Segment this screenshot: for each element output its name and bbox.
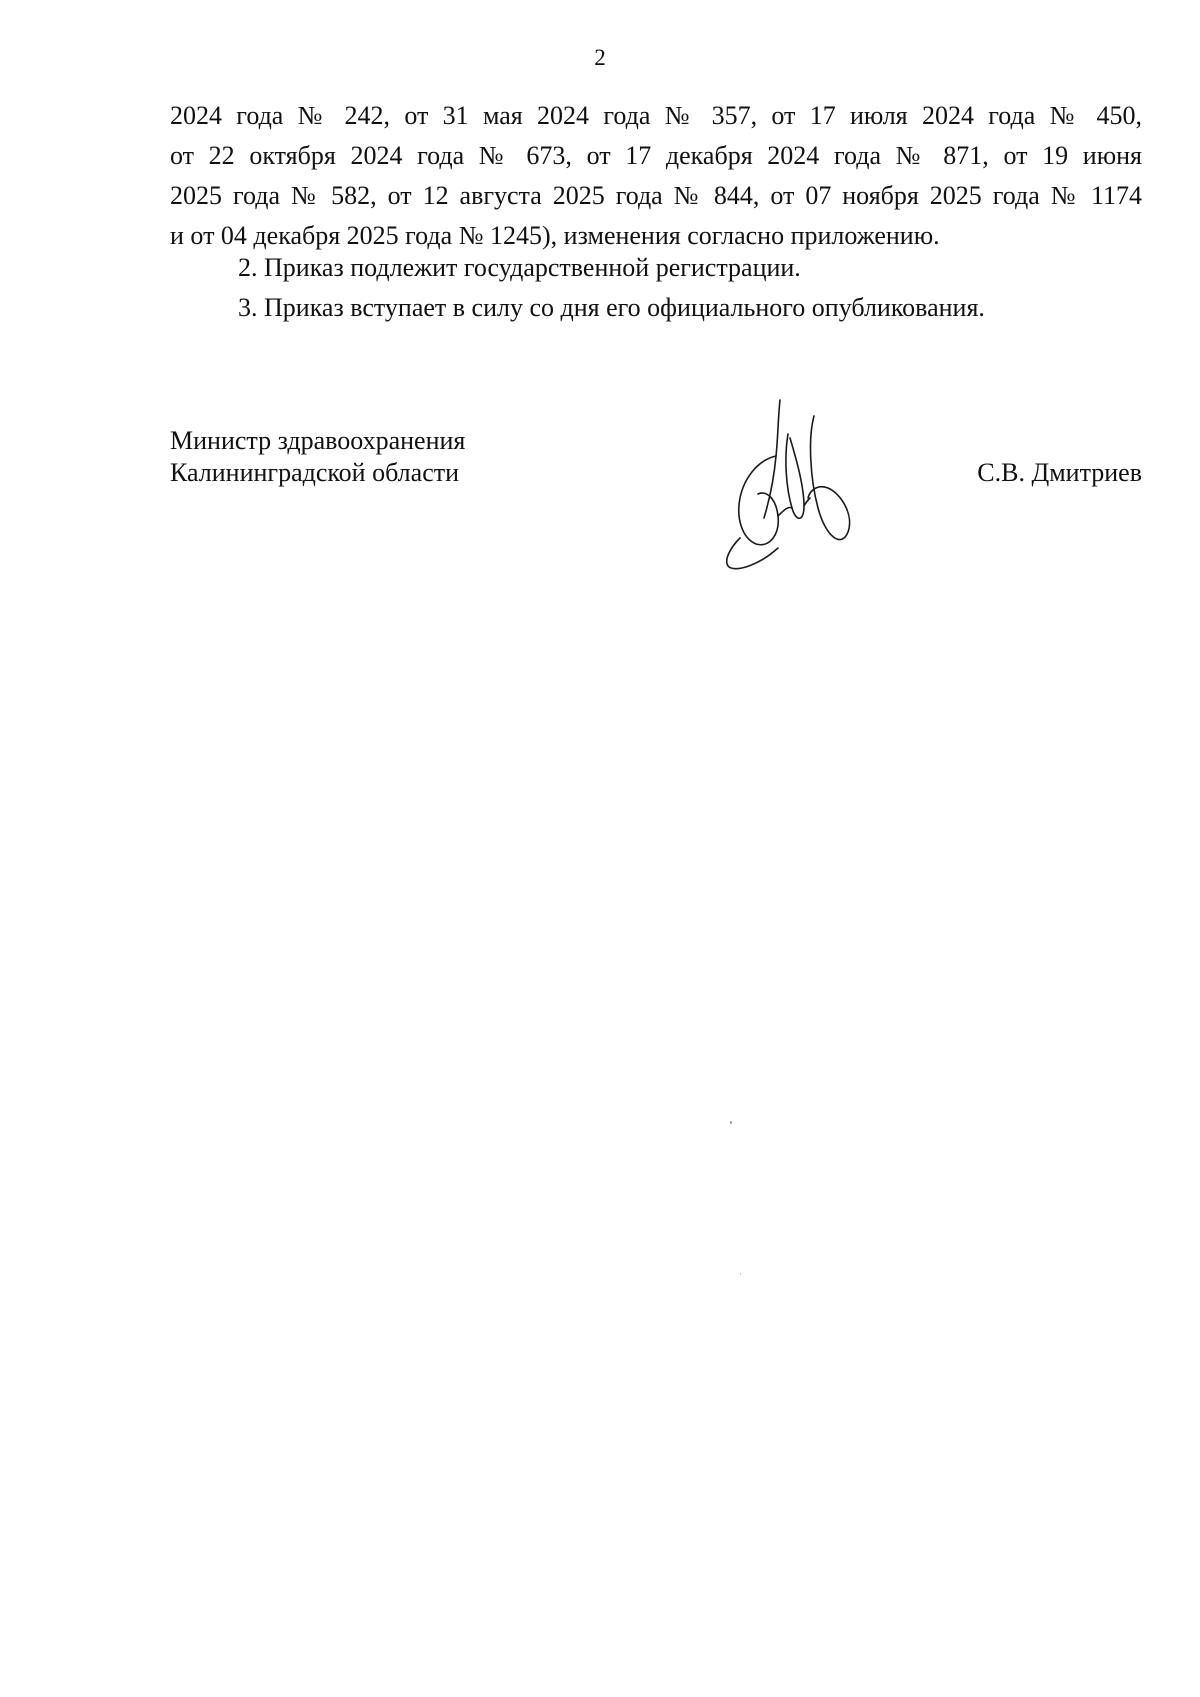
scan-speck [740, 1273, 741, 1275]
effective-date-clause: 3. Приказ вступает в силу со дня его официального опубликования. [238, 293, 985, 322]
paragraph-line: 2024 года № 242, от 31 мая 2024 года № 357, от 17 июля 2024 года № 450, [170, 101, 1142, 130]
position-line: Калининградской области [170, 458, 460, 487]
signatory-position [170, 425, 465, 489]
registration-clause: 2. Приказ подлежит государственной регистрации. [238, 253, 801, 282]
position-line: Министр здравоохранения [170, 426, 466, 455]
scan-speck [730, 1121, 732, 1124]
signatory-name: С.В. Дмитриев [977, 458, 1142, 487]
paragraph-line: и от 04 декабря 2025 года № 1245), изменения согласно приложению. [170, 221, 940, 250]
page-number: 2 [594, 45, 606, 70]
handwritten-signature [718, 398, 858, 573]
paragraph-line: от 22 октября 2024 года № 673, от 17 декабря 2024 года № 871, от 19 июня [170, 141, 1142, 170]
paragraph-line: 2025 года № 582, от 12 августа 2025 года № 844, от 07 ноября 2025 года № 1174 [170, 181, 1142, 210]
amendments-paragraph [170, 96, 1142, 256]
